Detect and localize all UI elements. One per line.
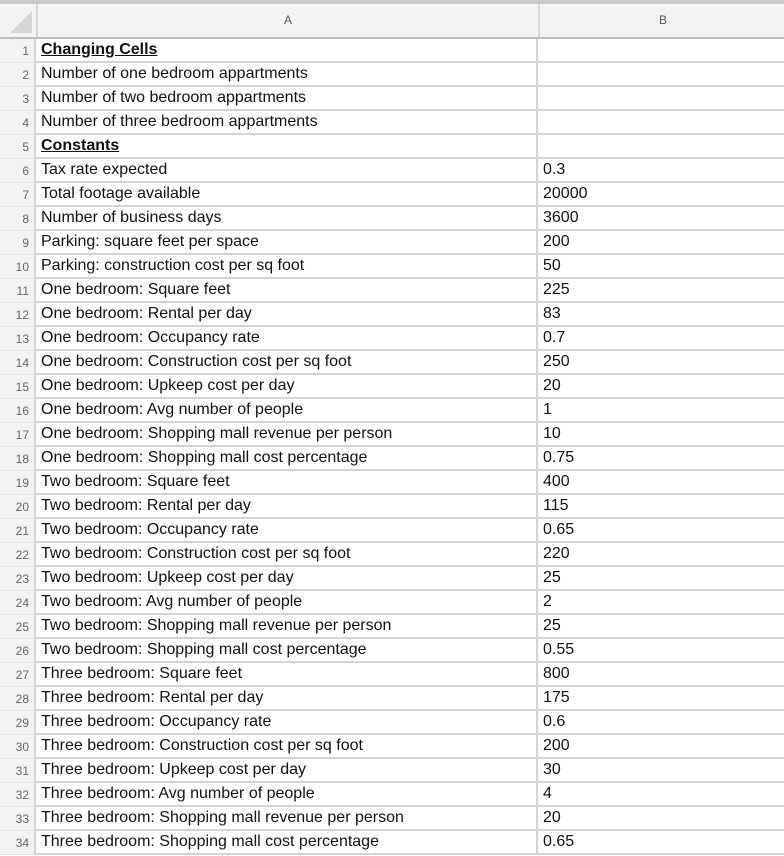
cell-a[interactable]: Two bedroom: Upkeep cost per day (36, 567, 538, 591)
cell-a[interactable]: Three bedroom: Shopping mall cost percentage (36, 831, 538, 855)
table-row (0, 87, 784, 111)
row-header[interactable]: 8 (0, 207, 36, 231)
table-row (0, 39, 784, 63)
cell-b[interactable]: 0.55 (538, 639, 784, 663)
row-header[interactable]: 28 (0, 687, 36, 711)
row-header[interactable]: 4 (0, 111, 36, 135)
cell-b[interactable]: 175 (538, 687, 784, 711)
row-header[interactable]: 19 (0, 471, 36, 495)
row-header[interactable]: 7 (0, 183, 36, 207)
cell-a[interactable]: Two bedroom: Rental per day (36, 495, 538, 519)
cell-b[interactable]: 10 (538, 423, 784, 447)
row-header[interactable]: 22 (0, 543, 36, 567)
column-header-a[interactable]: A (38, 4, 540, 37)
table-row (0, 207, 784, 231)
cell-a[interactable]: Number of two bedroom appartments (36, 87, 538, 111)
cell-a[interactable]: One bedroom: Construction cost per sq foot (36, 351, 538, 375)
table-row (0, 759, 784, 783)
row-header[interactable]: 24 (0, 591, 36, 615)
cell-a[interactable]: Two bedroom: Shopping mall revenue per person (36, 615, 538, 639)
row-header[interactable]: 12 (0, 303, 36, 327)
cell-b[interactable]: 50 (538, 255, 784, 279)
table-row (0, 543, 784, 567)
cell-a[interactable]: One bedroom: Rental per day (36, 303, 538, 327)
row-header[interactable]: 6 (0, 159, 36, 183)
cell-b[interactable]: 83 (538, 303, 784, 327)
row-header[interactable]: 30 (0, 735, 36, 759)
cell-a[interactable]: Three bedroom: Upkeep cost per day (36, 759, 538, 783)
table-row (0, 663, 784, 687)
row-header[interactable]: 17 (0, 423, 36, 447)
cell-b[interactable]: 115 (538, 495, 784, 519)
table-row (0, 375, 784, 399)
row-header[interactable]: 5 (0, 135, 36, 159)
cell-b[interactable]: 400 (538, 471, 784, 495)
cell-a[interactable]: Number of business days (36, 207, 538, 231)
table-row (0, 255, 784, 279)
column-header-b[interactable]: B (658, 13, 667, 27)
cell-a[interactable]: Three bedroom: Square feet (36, 663, 538, 687)
cell-a[interactable]: Tax rate expected (36, 159, 538, 183)
row-header[interactable]: 26 (0, 639, 36, 663)
table-row (0, 735, 784, 759)
cell-b[interactable]: 2 (538, 591, 784, 615)
row-header[interactable]: 20 (0, 495, 36, 519)
cell-a[interactable]: Three bedroom: Avg number of people (36, 783, 538, 807)
row-header[interactable]: 3 (0, 87, 36, 111)
select-all-corner[interactable] (0, 4, 38, 37)
table-row (0, 135, 784, 159)
table-row (0, 351, 784, 375)
table-row (0, 591, 784, 615)
cell-a[interactable]: Changing Cells (36, 39, 538, 63)
table-row (0, 567, 784, 591)
row-header[interactable]: 31 (0, 759, 36, 783)
cell-a[interactable]: Three bedroom: Shopping mall revenue per person (36, 807, 538, 831)
table-row (0, 711, 784, 735)
row-header[interactable]: 23 (0, 567, 36, 591)
cell-b[interactable]: 250 (538, 351, 784, 375)
cell-b[interactable]: 0.65 (538, 831, 784, 855)
row-header[interactable]: 10 (0, 255, 36, 279)
cell-b[interactable]: 30 (538, 759, 784, 783)
cell-a[interactable]: One bedroom: Square feet (36, 279, 538, 303)
table-row (0, 615, 784, 639)
row-header[interactable]: 27 (0, 663, 36, 687)
cell-a[interactable]: One bedroom: Shopping mall revenue per person (36, 423, 538, 447)
cell-a[interactable]: Number of one bedroom appartments (36, 63, 538, 87)
cell-b[interactable]: 0.7 (538, 327, 784, 351)
row-header[interactable]: 13 (0, 327, 36, 351)
row-header[interactable]: 18 (0, 447, 36, 471)
cell-a[interactable]: Parking: square feet per space (36, 231, 538, 255)
cell-a[interactable]: One bedroom: Upkeep cost per day (36, 375, 538, 399)
cell-b[interactable]: 20000 (538, 183, 784, 207)
cell-a[interactable]: Two bedroom: Avg number of people (36, 591, 538, 615)
cell-b[interactable]: 25 (538, 567, 784, 591)
cell-a[interactable]: Total footage available (36, 183, 538, 207)
row-header[interactable]: 33 (0, 807, 36, 831)
row-header[interactable]: 34 (0, 831, 36, 855)
cell-a[interactable]: Three bedroom: Construction cost per sq foot (36, 735, 538, 759)
cell-b[interactable]: 1 (538, 399, 784, 423)
row-header[interactable]: 11 (0, 279, 36, 303)
row-header[interactable]: 16 (0, 399, 36, 423)
cell-b[interactable] (538, 39, 784, 63)
row-header[interactable]: 25 (0, 615, 36, 639)
cell-a[interactable]: Two bedroom: Occupancy rate (36, 519, 538, 543)
table-row (0, 279, 784, 303)
row-header[interactable]: 15 (0, 375, 36, 399)
table-row (0, 231, 784, 255)
cell-a[interactable]: Three bedroom: Occupancy rate (36, 711, 538, 735)
cell-b[interactable]: 25 (538, 615, 784, 639)
row-header[interactable]: 2 (0, 63, 36, 87)
cell-b[interactable] (538, 63, 784, 87)
cell-a[interactable]: Two bedroom: Square feet (36, 471, 538, 495)
column-header-row (0, 4, 784, 39)
table-row (0, 831, 784, 855)
cell-a[interactable]: One bedroom: Shopping mall cost percentage (36, 447, 538, 471)
row-header[interactable]: 32 (0, 783, 36, 807)
table-row (0, 423, 784, 447)
cell-b[interactable]: 220 (538, 543, 784, 567)
table-row (0, 159, 784, 183)
table-row (0, 327, 784, 351)
cell-b[interactable]: 225 (538, 279, 784, 303)
cell-a[interactable]: Constants (36, 135, 538, 159)
table-row (0, 303, 784, 327)
cell-a[interactable]: One bedroom: Avg number of people (36, 399, 538, 423)
cell-b[interactable]: 0.3 (538, 159, 784, 183)
table-row (0, 687, 784, 711)
table-row (0, 807, 784, 831)
row-header[interactable]: 9 (0, 231, 36, 255)
row-header[interactable]: 29 (0, 711, 36, 735)
cell-a[interactable]: Two bedroom: Shopping mall cost percentage (36, 639, 538, 663)
table-row (0, 447, 784, 471)
table-row (0, 639, 784, 663)
rows-container (0, 39, 784, 855)
row-header[interactable]: 21 (0, 519, 36, 543)
table-row (0, 471, 784, 495)
cell-b[interactable]: 20 (538, 807, 784, 831)
cell-b[interactable] (538, 87, 784, 111)
cell-a[interactable]: Number of three bedroom appartments (36, 111, 538, 135)
cell-b[interactable]: 4 (538, 783, 784, 807)
cell-b[interactable] (538, 111, 784, 135)
row-header[interactable]: 14 (0, 351, 36, 375)
cell-b[interactable]: 200 (538, 735, 784, 759)
table-row (0, 111, 784, 135)
cell-b[interactable]: 0.75 (538, 447, 784, 471)
table-row (0, 519, 784, 543)
cell-a[interactable]: Parking: construction cost per sq foot (36, 255, 538, 279)
cell-a[interactable]: Three bedroom: Rental per day (36, 687, 538, 711)
cell-b[interactable]: 20 (538, 375, 784, 399)
table-row (0, 399, 784, 423)
cell-b[interactable]: 3600 (538, 207, 784, 231)
row-header[interactable]: 1 (0, 39, 36, 63)
table-row (0, 783, 784, 807)
cell-b[interactable]: 200 (538, 231, 784, 255)
table-row (0, 183, 784, 207)
spreadsheet-grid (0, 4, 784, 855)
cell-b[interactable]: 0.65 (538, 519, 784, 543)
cell-b[interactable]: 800 (538, 663, 784, 687)
cell-b[interactable]: 0.6 (538, 711, 784, 735)
cell-a[interactable]: Two bedroom: Construction cost per sq foot (36, 543, 538, 567)
table-row (0, 63, 784, 87)
cell-b[interactable] (538, 135, 784, 159)
cell-a[interactable]: One bedroom: Occupancy rate (36, 327, 538, 351)
table-row (0, 495, 784, 519)
